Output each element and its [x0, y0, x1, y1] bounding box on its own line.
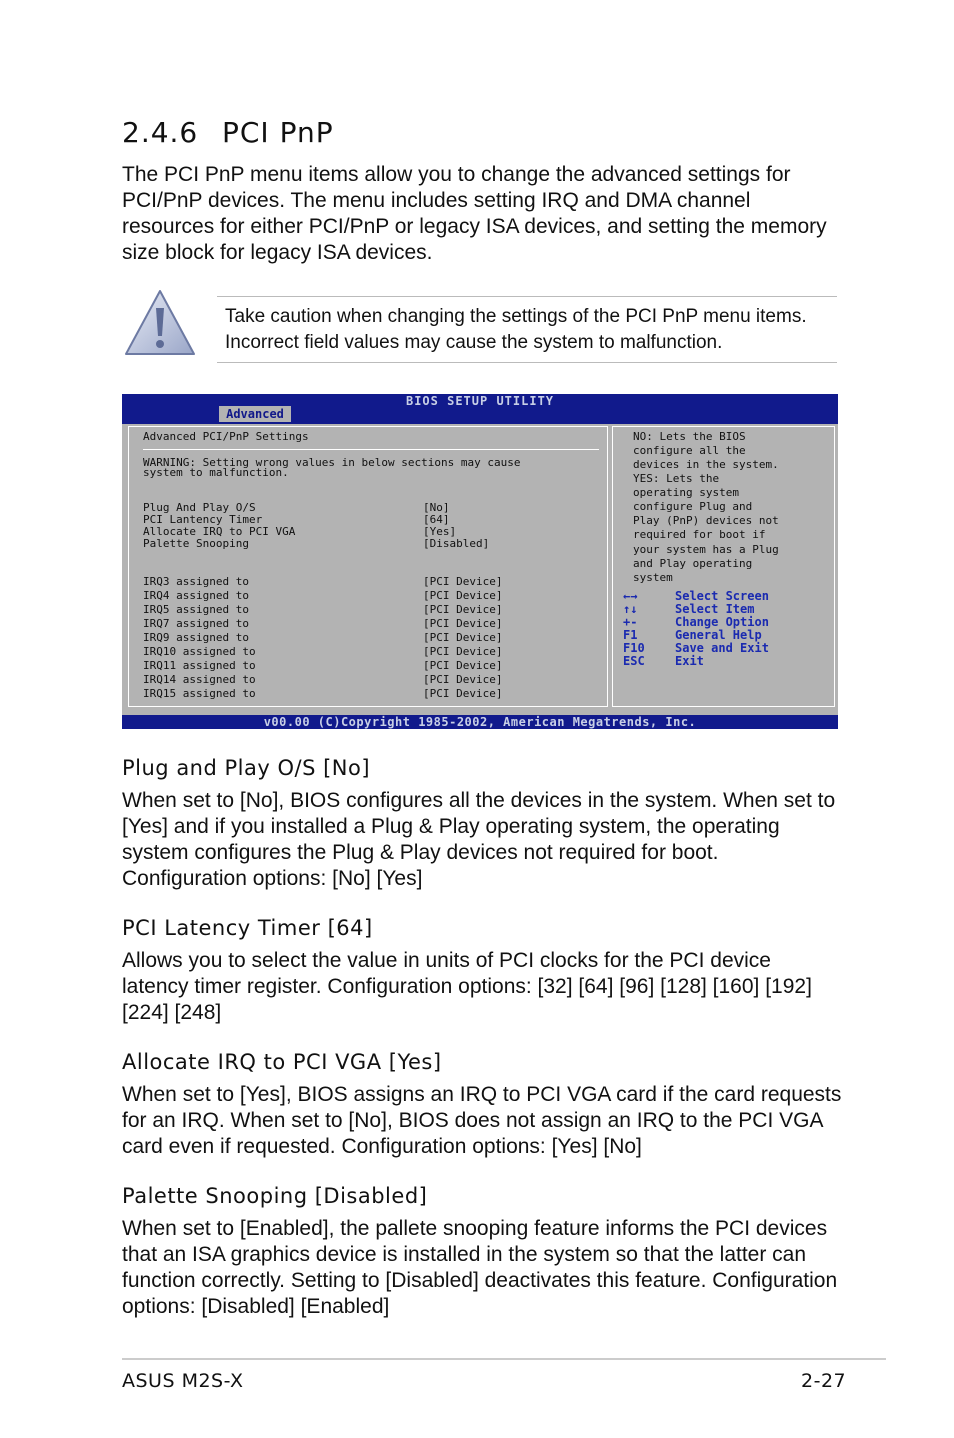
bios-irq-label: IRQ3 assigned to [143, 575, 249, 588]
warning-triangle-icon [124, 288, 196, 358]
bios-separator [143, 449, 599, 450]
footer-page-number: 2-27 [801, 1370, 847, 1392]
option-heading-allocate-irq: Allocate IRQ to PCI VGA [Yes] [122, 1050, 442, 1074]
bios-key: ←→ [623, 589, 638, 603]
bios-help-line: devices in the system. [633, 458, 779, 471]
bios-panel-heading: Advanced PCI/PnP Settings [143, 430, 309, 443]
bios-irq-label: IRQ5 assigned to [143, 603, 249, 616]
bios-help-line: required for boot if [633, 528, 766, 541]
bios-irq-value: [PCI Device] [423, 645, 503, 658]
bios-setting-label: Allocate IRQ to PCI VGA [143, 525, 296, 538]
bios-irq-label: IRQ9 assigned to [143, 631, 249, 644]
bios-irq-label: IRQ10 assigned to [143, 645, 256, 658]
caution-top-rule [217, 296, 837, 297]
bios-setting-value: [Disabled] [423, 537, 490, 550]
bios-help-line: configure all the [633, 444, 746, 457]
bios-tab-advanced: Advanced [219, 406, 291, 422]
bios-irq-value: [PCI Device] [423, 631, 503, 644]
bios-help-line: YES: Lets the [633, 472, 720, 485]
bios-warning-line2: system to malfunction. [143, 466, 289, 479]
bios-key: F10 [623, 641, 645, 655]
bios-irq-label: IRQ11 assigned to [143, 659, 256, 672]
section-number: 2.4.6 [122, 116, 199, 149]
bios-copyright: v00.00 (C)Copyright 1985-2002, American Megatrends, Inc. [122, 715, 838, 729]
bios-help-line: NO: Lets the BIOS [633, 430, 746, 443]
bios-help-line: and Play operating [633, 557, 753, 570]
bios-settings-panel [128, 426, 608, 707]
bios-key-action: General Help [675, 628, 762, 642]
option-body-allocate-irq: When set to [Yes], BIOS assigns an IRQ to PCI VGA card if the card requests for an IRQ. When set to [No], BIOS does not assign an IRQ to the PCI VGA card even if requested. Configuration options: [Yes] [No] [122, 1083, 842, 1158]
bios-key-action: Select Screen [675, 589, 769, 603]
bios-key: ESC [623, 654, 645, 668]
bios-key-action: Select Item [675, 602, 755, 616]
bios-irq-value: [PCI Device] [423, 617, 503, 630]
bios-key: F1 [623, 628, 638, 642]
bios-setting-value: [Yes] [423, 525, 457, 538]
bios-setting-label: Plug And Play O/S [143, 501, 256, 514]
bios-help-line: operating system [633, 486, 739, 499]
bios-key: ↑↓ [623, 602, 638, 616]
bios-irq-label: IRQ4 assigned to [143, 589, 249, 602]
bios-setting-label: PCI Lantency Timer [143, 513, 263, 526]
bios-setting-value: [64] [423, 513, 450, 526]
bios-help-line: configure Plug and [633, 500, 753, 513]
bios-irq-label: IRQ7 assigned to [143, 617, 249, 630]
option-body-pci-latency: Allows you to select the value in units of PCI clocks for the PCI device latency timer register. Configuration options: [32] [64] [96] [128] [160] [192] [224] [248] [122, 949, 812, 1024]
option-body-plug-and-play: When set to [No], BIOS configures all the devices in the system. When set to [Yes] and if you installed a Plug & Play operating system, the operating system configures the Plug & Play devices not required for boot. Configuration options: [No] [Yes] [122, 789, 836, 890]
bios-help-line: system [633, 571, 673, 584]
bios-key: +- [623, 615, 638, 629]
bios-irq-value: [PCI Device] [423, 575, 503, 588]
bios-key-action: Exit [675, 654, 704, 668]
bios-setting-value: [No] [423, 501, 450, 514]
section-title [122, 116, 334, 149]
bios-help-line: your system has a Plug [633, 543, 779, 556]
option-heading-palette-snooping: Palette Snooping [Disabled] [122, 1184, 428, 1208]
bios-irq-value: [PCI Device] [423, 673, 503, 686]
bios-irq-value: [PCI Device] [423, 589, 503, 602]
bios-title: BIOS SETUP UTILITY [405, 394, 555, 408]
footer-rule [122, 1358, 886, 1360]
bios-irq-value: [PCI Device] [423, 687, 503, 700]
bios-help-line: Play (PnP) devices not [633, 514, 779, 527]
caution-bottom-rule [217, 362, 837, 363]
bios-irq-value: [PCI Device] [423, 659, 503, 672]
bios-key-action: Save and Exit [675, 641, 769, 655]
bios-irq-value: [PCI Device] [423, 603, 503, 616]
intro-paragraph: The PCI PnP menu items allow you to change the advanced settings for PCI/PnP devices. The menu includes setting IRQ and DMA channel resources for either PCI/PnP or legacy ISA devices, and setting the memory size block for legacy ISA devices. [122, 163, 827, 264]
bios-help-panel [612, 426, 835, 707]
bios-setting-label: Palette Snooping [143, 537, 249, 550]
bios-warning-line1: WARNING: Setting wrong values in below sections may cause [143, 456, 521, 469]
option-heading-pci-latency: PCI Latency Timer [64] [122, 916, 373, 940]
option-body-palette-snooping: When set to [Enabled], the pallete snooping feature informs the PCI devices that an ISA graphics device is installed in the system so that the latter can function correctly. Setting to [Disabled] deactivates this feature. Configuration options: [Disabled] [Enabled] [122, 1217, 838, 1318]
bios-header [122, 394, 838, 424]
section-name: PCI PnP [222, 116, 334, 149]
bios-key-action: Change Option [675, 615, 769, 629]
option-heading-plug-and-play: Plug and Play O/S [No] [122, 756, 371, 780]
bios-irq-label: IRQ14 assigned to [143, 673, 256, 686]
footer-product: ASUS M2S-X [122, 1370, 244, 1392]
caution-text: Take caution when changing the settings of the PCI PnP menu items. Incorrect field values may cause the system to malfunction. [225, 306, 807, 353]
bios-irq-label: IRQ15 assigned to [143, 687, 256, 700]
bios-screenshot [122, 394, 838, 729]
